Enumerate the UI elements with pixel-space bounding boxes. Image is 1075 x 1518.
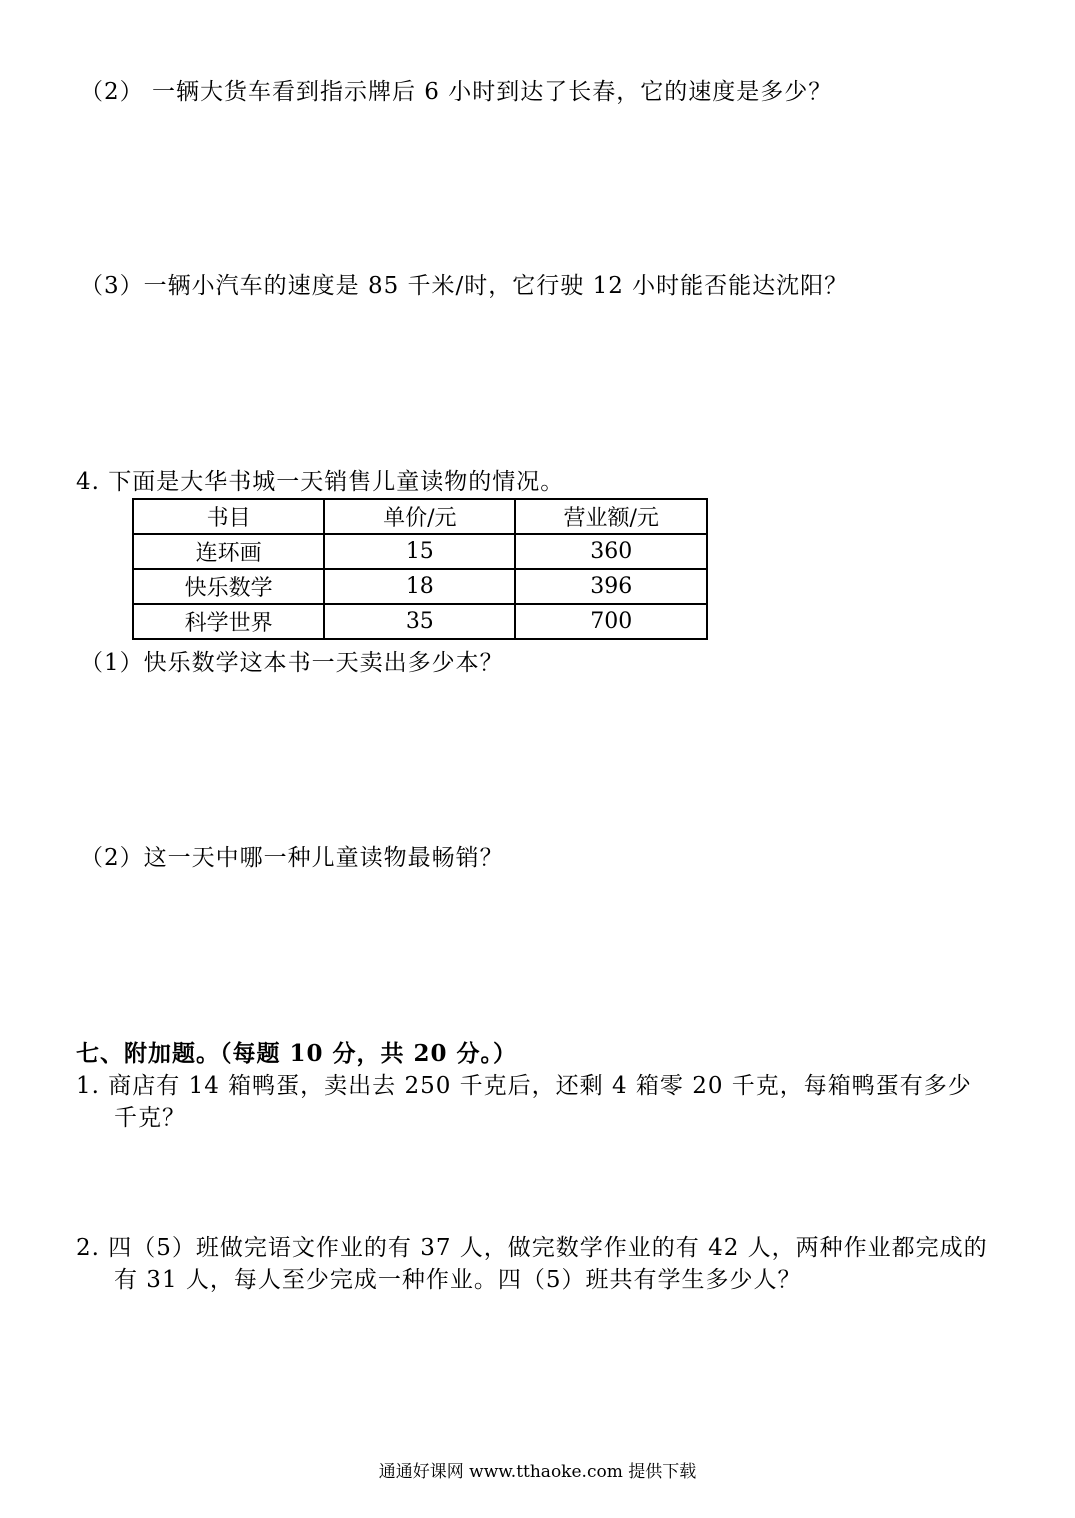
table-row (133, 534, 707, 569)
problem-4-intro: 4. 下面是大华书城一天销售儿童读物的情况。 (76, 469, 565, 495)
question-4-1: （1）快乐数学这本书一天卖出多少本？ (80, 650, 504, 676)
bonus-question-1-line-1: 1. 商店有 14 箱鸭蛋，卖出去 250 千克后，还剩 4 箱零 20 千克，每箱鸭蛋有多少 (76, 1073, 972, 1099)
cell-revenue: 700 (515, 604, 707, 639)
table-header-row (133, 499, 707, 534)
table-row (133, 569, 707, 604)
book-sales-table (132, 498, 708, 640)
cell-unit-price: 35 (324, 604, 515, 639)
question-3-2: （2） 一辆大货车看到指示牌后 6 小时到达了长春，它的速度是多少？ (80, 79, 833, 105)
header-revenue: 营业额/元 (515, 499, 707, 534)
cell-unit-price: 15 (324, 534, 515, 569)
page-footer: 通通好课网 www.tthaoke.com 提供下载 (378, 1462, 697, 1482)
cell-book-title: 快乐数学 (133, 569, 324, 604)
cell-unit-price: 18 (324, 569, 515, 604)
question-4-2: （2）这一天中哪一种儿童读物最畅销？ (80, 845, 504, 871)
section-7-heading: 七、附加题。（每题 10 分，共 20 分。） (76, 1040, 518, 1067)
header-book-title: 书目 (133, 499, 324, 534)
bonus-question-2-line-2: 有 31 人，每人至少完成一种作业。四（5）班共有学生多少人？ (114, 1267, 802, 1293)
cell-revenue: 396 (515, 569, 707, 604)
header-unit-price: 单价/元 (324, 499, 515, 534)
bonus-question-2-line-1: 2. 四（5）班做完语文作业的有 37 人，做完数学作业的有 42 人，两种作业都完成的 (76, 1235, 988, 1261)
cell-revenue: 360 (515, 534, 707, 569)
cell-book-title: 科学世界 (133, 604, 324, 639)
table-row (133, 604, 707, 639)
cell-book-title: 连环画 (133, 534, 324, 569)
bonus-question-1-line-2: 千克？ (114, 1105, 186, 1131)
question-3-3: （3）一辆小汽车的速度是 85 千米/时，它行驶 12 小时能否能达沈阳？ (80, 273, 849, 299)
